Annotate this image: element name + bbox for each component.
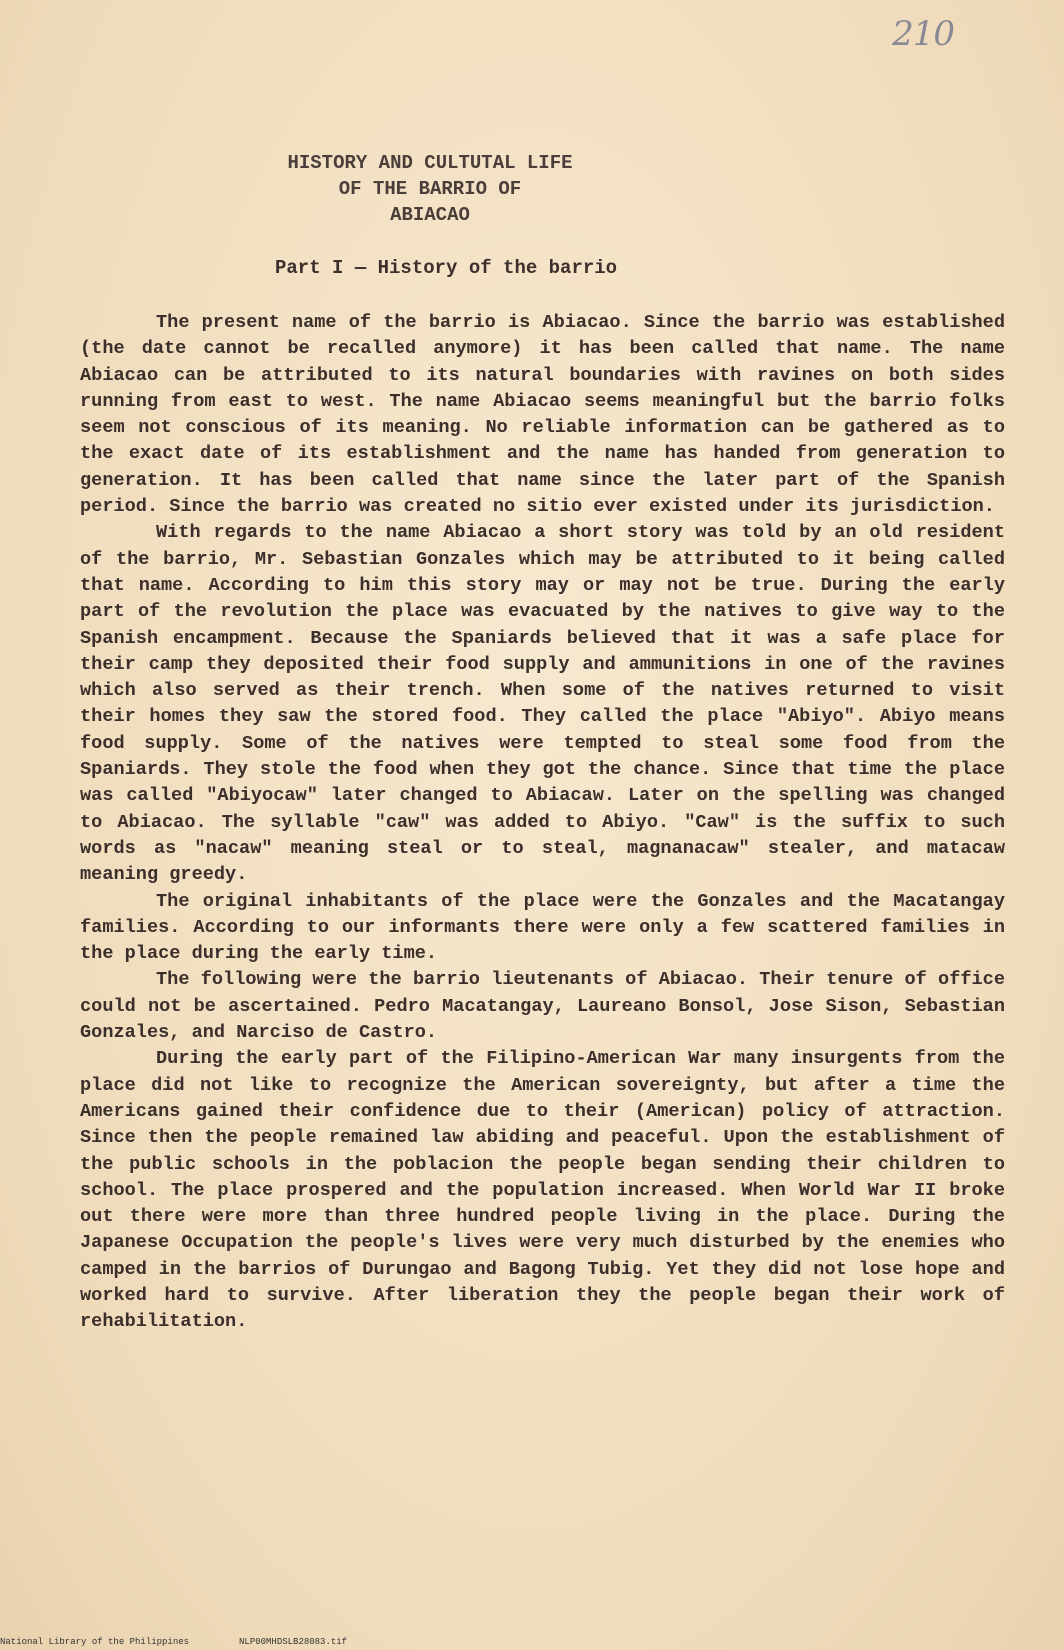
document-title — [0, 150, 860, 228]
title-line-1: HISTORY AND CULTUTAL LIFE — [287, 152, 573, 174]
part-heading: Part I — History of the barrio — [275, 257, 618, 279]
scan-footer — [0, 1637, 397, 1647]
paragraph-war-history: During the early part of the Filipino-American War many insurgents from the place did not like to recognize the American sovereignty, but after a time the Americans gained their confidence due to their (American) policy of attraction. Since then the people remained law abiding and peaceful. Upon the establishment of the public schools in the poblacion the people began sending their children to school. The place prospered and the population increased. When World War II broke out there were more than three hundred people living in the place. During the Japanese Occupation the people's lives were very much disturbed by the enemies who camped in the barrios of Durungao and Bagong Tubig. Yet they did not lose hope and worked hard to survive. After liberation they the people began their work of rehabilitation. — [80, 1048, 1005, 1333]
footer-file-id: NLP00MHDSLB28083.tif — [239, 1637, 348, 1647]
title-line-3: ABIACAO — [390, 204, 470, 226]
paragraph-inhabitants: The original inhabitants of the place were the Gonzales and the Macatangay families. According to our informants there were only a few scattered families in the place during the early time. — [80, 890, 1005, 965]
paragraph-name-origin: The present name of the barrio is Abiacao. Since the barrio was established (the date cannot be recalled anymore) it has been called that name. The name Abiacao can be attributed to its natural boundaries with ravines on both sides running from east to west. The name Abiacao seems meaningful but the barrio folks seem not conscious of its meaning. No reliable information can be gathered as to the exact date of its establishment and the name has handed from generation to generation. It has been called that name since the later part of the Spanish period. Since the barrio was created no sitio ever existed under its jurisdiction. — [80, 312, 1005, 518]
title-line-2: OF THE BARRIO OF — [338, 178, 522, 200]
footer-library: National Library of the Philippines — [0, 1637, 190, 1647]
page-number: 210 — [892, 14, 954, 54]
paragraph-story: With regards to the name Abiacao a short story was told by an old resident of the barrio, Mr. Sebastian Gonzales which may be attributed to it being called that name. According to him this story may or may not be true. During the early part of the revolution the place was evacuated by the natives to give way to the Spanish encampment. Because the Spaniards believed that it was a safe place for their camp they deposited their food supply and ammunitions in one of the ravines which also served as their trench. When some of the natives returned to visit their homes they saw the stored food. They called the place "Abiyo". Abiyo means food supply. Some of the natives were tempted to steal some food from the Spaniards. They stole the food when they got the chance. Since that time the place was called "Abiyocaw" later changed to Abiacaw. Later on the spelling was changed to Abiacao. The syllable "caw" was added to Abiyo. "Caw" is the suffix to such words as "nacaw" meaning steal or to steal, magnanacaw" stealer, and matacaw meaning greedy. — [80, 522, 1005, 886]
body-text — [80, 310, 1005, 1336]
paragraph-lieutenants: The following were the barrio lieutenants of Abiacao. Their tenure of office could not be ascertained. Pedro Macatangay, Laureano Bonsol, Jose Sison, Sebastian Gonzales, and Narciso de Castro. — [80, 969, 1005, 1044]
